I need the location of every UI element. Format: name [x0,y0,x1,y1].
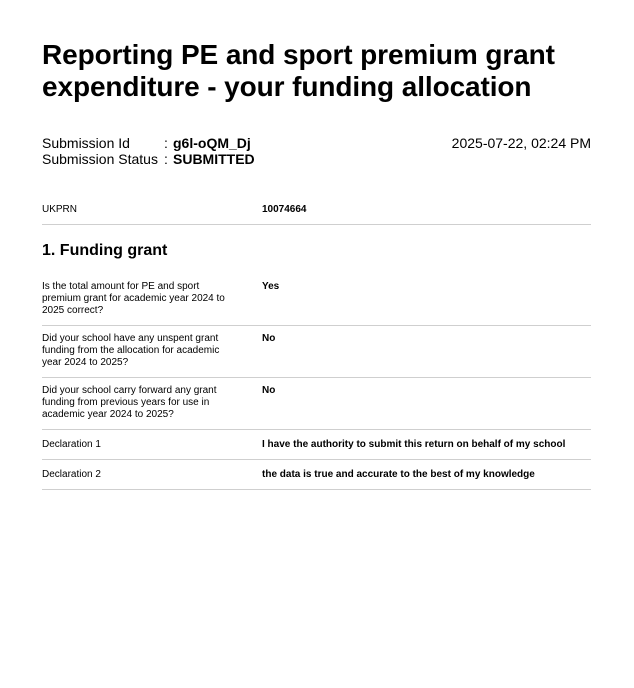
document-page [42,0,591,490]
answer-text: Yes [262,281,280,292]
table-row [42,430,591,460]
submission-status-separator: : [164,151,168,167]
table-row [42,274,591,326]
table-row [42,378,591,430]
submission-id-value: g6l-oQM_Dj [173,135,251,151]
submission-meta [42,135,591,169]
question-text: Declaration 1 [42,439,101,450]
document-title: Reporting PE and sport premium grant expenditure - your funding allocation [42,39,555,102]
answer-text: the data is true and accurate to the best of my knowledge [262,469,535,480]
table-row [42,460,591,490]
table-row [42,326,591,378]
submission-id-label: Submission Id [42,135,130,151]
funding-grant-table [42,274,591,490]
section-title-funding-grant: 1. Funding grant [42,242,168,259]
question-text: Is the total amount for PE and sport premium grant for academic year 2024 to 2025 correct? [42,281,225,316]
ukprn-value: 10074664 [262,204,307,215]
question-text: Did your school have any unspent grant funding from the allocation for academic year 2024 to 2025? [42,333,220,368]
question-text: Declaration 2 [42,469,101,480]
submission-status-row [42,151,591,167]
submission-id-separator: : [164,135,168,151]
ukprn-table [42,197,591,225]
submission-status-label: Submission Status [42,151,158,167]
submission-datetime: 2025-07-22, 02:24 PM [451,135,591,151]
answer-text: No [262,385,276,396]
ukprn-label: UKPRN [42,204,78,215]
answer-text: No [262,333,276,344]
question-text: Did your school carry forward any grant funding from previous years for use in academic year 2024 to 2025? [42,385,217,420]
submission-status-value: SUBMITTED [173,151,255,167]
answer-text: I have the authority to submit this return on behalf of my school [262,439,566,450]
ukprn-row [42,197,591,225]
